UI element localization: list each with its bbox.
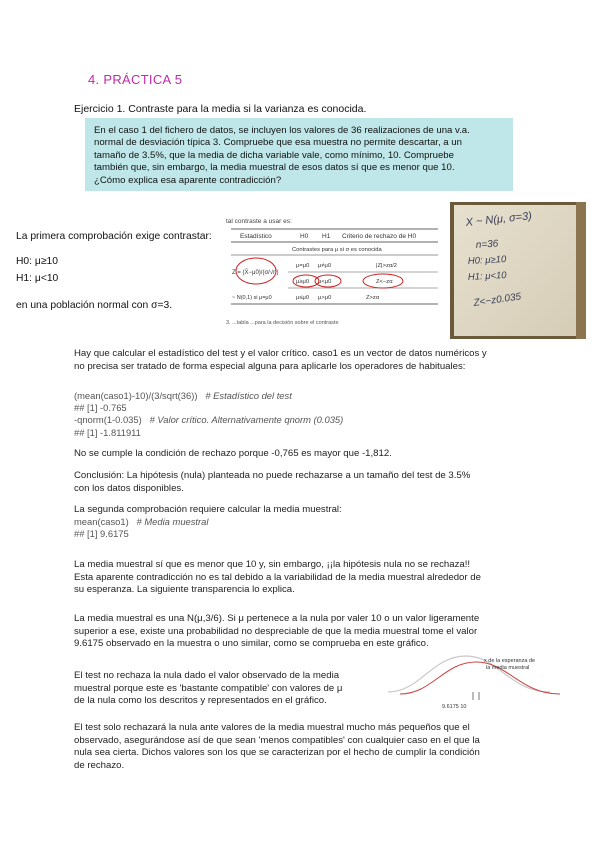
code-comment: # Media muestral [136,516,209,527]
text-line: Conclusión: La hipótesis (nula) planteada no puede rechazarse a un tamaño del test de 3.5% [74,470,471,481]
text-line: superior a ese, existe una probabilidad no despreciable de que la media muestral tome el valor [74,625,478,637]
table-cell: Z>zα [366,295,380,301]
graph-axis-label: 9.6175 10 [442,704,467,710]
code-text: ## [1] -0.765 [74,402,127,414]
section-number: 4. [88,72,100,87]
text-line: no precisa ser tratado de forma especial alguna para aplicarle los operadores de habituales: [74,360,466,372]
population-note: en una población normal con σ=3. [16,300,173,311]
code-comment: # Valor crítico. Alternativamente qnorm (0.035) [149,414,344,426]
paragraph-sample-mean [74,559,589,597]
text-line: La media muestral es una N(μ,3/6). Si μ pertenece a la nula por valer 10 o un valor ligeramente [74,613,480,624]
paragraph-normal-distribution [74,613,589,651]
graph-label: la media muestral [486,665,530,671]
table-cell: μ≥μ0 [296,279,310,285]
section-title: PRÁCTICA 5 [103,72,183,87]
text-line: La media muestral sí que es menor que 10 y, sin embargo, ¡¡la hipótesis nula no se rechaza!! [74,559,471,570]
whiteboard-line: X ~ N(μ, σ=3) [465,210,533,229]
code-line [74,390,574,402]
text-line: Hay que calcular el estadístico del test y el valor crítico. caso1 es un vector de datos numéricos y [74,348,487,359]
text-line: de rechazo. [74,759,125,771]
code-line [74,414,574,426]
table-cell: Z = (X̄−μ0)/(σ/√n) [232,270,279,276]
code-line [74,427,574,439]
code-block-mean [74,516,574,540]
table-caption-bottom: 3. ...tabla ...para la decisión sobre el contraste [226,320,339,326]
table-header: H0 [300,233,309,240]
whiteboard-line: n=36 [475,238,499,251]
text-line: nula sea cierta. Dichos valores son los que se caracterizan por el hecho de cumplir la condición [74,747,480,759]
table-cell: μ=μ0 [296,263,310,269]
code-line [74,516,574,528]
table-cell: μ≠μ0 [318,263,332,269]
graph-label: x de la esperanza de [484,658,536,664]
hypothesis-intro: La primera comprobación exige contrastar: [16,231,212,242]
paragraph-final [74,722,589,772]
paragraph-conclusion [74,470,584,495]
statement-line: ¿Cómo explica esa aparente contradicción? [94,174,282,186]
text-line: de la nula como los descritos y representados en el gráfico. [74,695,327,707]
table-header: Estadístico [240,233,272,240]
text-line: El test solo rechazará la nula ante valores de la media muestral mucho más pequeños que el [74,722,470,733]
table-cell: Z<−zα [376,279,393,285]
density-graph [380,648,586,712]
statement-line: En el caso 1 del fichero de datos, se incluyen los valores de 36 realizaciones de una v.a. [94,125,470,136]
whiteboard-line: H1: μ<10 [467,269,507,283]
statement-line: también que, sin embargo, la media muestral de esos datos sí que es menor que 10. [94,162,455,174]
code-line [74,402,574,414]
paragraph-no-reject: No se cumple la condición de rechazo porque -0,765 es mayor que -1,812. [74,448,392,459]
exercise-statement [85,118,513,191]
table-cell: |Z|>zα/2 [376,263,398,269]
table-cell: ~ N(0,1) si μ=μ0 [232,295,272,301]
photo-edge [576,202,586,339]
code-line [74,528,574,540]
paragraph-test-compatible [74,670,374,708]
statement-line: tamaño de 3.5%, que la media de dicha variable vale, como mínimo, 10. Compruebe [94,149,454,161]
alternative-hypothesis: H1: μ<10 [16,273,59,284]
text-line: El test no rechaza la nula dado el valor observado de la media [74,670,340,681]
table-header: Criterio de rechazo de H0 [342,233,417,240]
text-line: su esperanza. La siguiente transparencia lo explica. [74,584,295,596]
table-cell: μ≤μ0 [296,295,310,301]
paragraph-second-check: La segunda comprobación requiere calcular la media muestral: [74,504,342,515]
exercise-title: Ejercicio 1. Contraste para la media si la varianza es conocida. [74,103,367,115]
table-subheader: Contrastes para μ si σ es conocida [292,247,382,253]
null-hypothesis: H0: μ≥10 [16,256,58,267]
code-text: -qnorm(1-0.035) [74,414,142,426]
section-heading [88,72,182,87]
code-comment: # Estadístico del test [205,390,292,401]
text-line: Esta aparente contradicción no es tal debido a la variabilidad de la media muestral alrededor de [74,571,481,583]
code-text: ## [1] 9.6175 [74,528,129,540]
code-block-statistic [74,390,574,439]
statement-line: normal de desviación típica 3. Compruebe que esa muestra no permite descartar, a un [94,137,462,149]
whiteboard-line: H0: μ≥10 [467,254,507,267]
table-cell: μ<μ0 [318,279,332,285]
text-line: con los datos disponibles. [74,482,184,494]
text-line: muestral porque este es 'bastante compatible' con valores de μ [74,682,343,694]
paragraph-calculation [74,348,584,373]
whiteboard-photo [450,202,586,339]
density-curve-shifted [400,662,560,694]
text-line: 9.6175 observado en la muestra o uno similar, como se comprueba en este gráfico. [74,638,429,650]
test-table-image [226,214,442,330]
table-header: H1 [322,233,331,240]
code-text: mean(caso1) [74,516,129,527]
text-line: observado, asegurándose así de que sean 'menos compatibles' con cualquier caso en el que la [74,734,480,746]
code-text: (mean(caso1)-10)/(3/sqrt(36)) [74,390,198,401]
code-text: ## [1] -1.811911 [74,426,141,438]
table-caption-top: tal contraste a usar es: [226,218,292,225]
whiteboard-line: Z<−z0.035 [472,291,522,309]
table-cell: μ>μ0 [318,295,332,301]
